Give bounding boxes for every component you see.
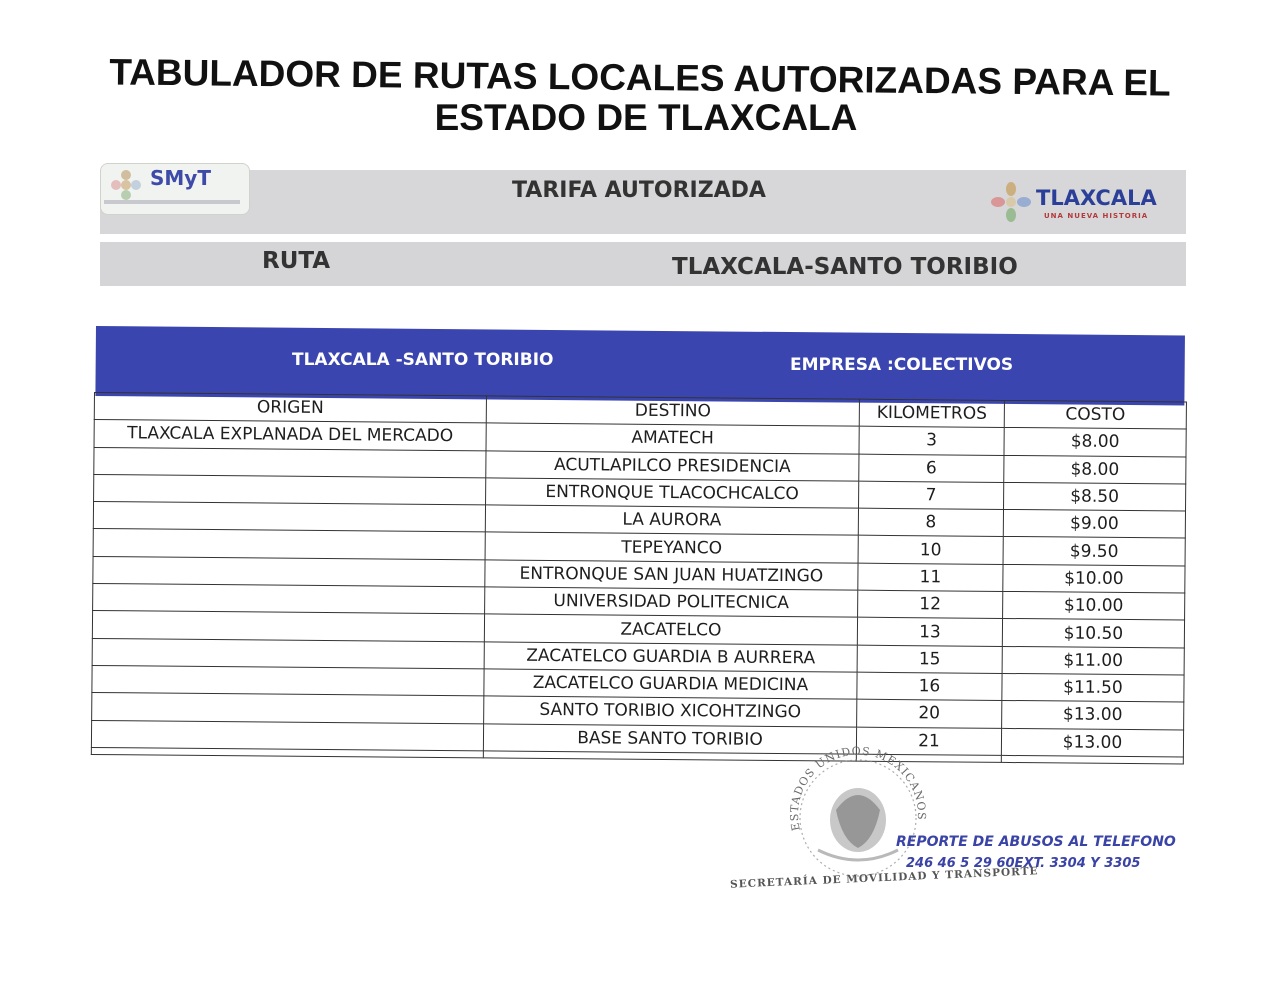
kilometers-cell: 12	[858, 590, 1003, 619]
document-title-line-2: ESTADO DE TLAXCALA	[434, 97, 858, 138]
origin-cell	[91, 720, 483, 751]
kilometers-cell: 21	[856, 727, 1001, 756]
cost-cell: $10.00	[1003, 592, 1185, 621]
cost-cell: $11.00	[1002, 646, 1184, 675]
destination-cell: UNIVERSIDAD POLITECNICA	[485, 587, 858, 618]
origin-cell: TLAXCALA EXPLANADA DEL MERCADO	[94, 420, 486, 451]
cost-cell: $8.00	[1004, 455, 1186, 484]
smyt-logo-text: SMyT	[150, 166, 211, 190]
tarifa-label: TARIFA AUTORIZADA	[512, 178, 766, 203]
destination-cell: ENTRONQUE TLACOCHCALCO	[486, 478, 859, 509]
origin-cell	[94, 474, 486, 505]
report-line-2: 246 46 5 29 60EXT. 3304 Y 3305	[906, 856, 1141, 871]
kilometers-cell: 7	[859, 481, 1004, 510]
secretaria-stamp-text: SECRETARÍA DE MOVILIDAD Y TRANSPORTE	[729, 865, 1039, 891]
destination-cell: ZACATELCO	[484, 614, 857, 645]
cost-cell: $13.00	[1001, 728, 1183, 757]
origin-cell	[92, 693, 484, 724]
origin-cell	[92, 638, 484, 669]
cost-cell: $9.50	[1003, 537, 1185, 566]
document-title-line-1: TABULADOR DE RUTAS LOCALES AUTORIZADAS PARA EL	[109, 51, 1171, 104]
destination-cell: LA AURORA	[485, 505, 858, 536]
tlaxcala-logo-text: TLAXCALA	[1036, 186, 1157, 210]
table-header-company: EMPRESA :COLECTIVOS	[790, 355, 1014, 375]
column-header-kilometros: KILOMETROS	[859, 399, 1004, 428]
destination-cell: SANTO TORIBIO XICOHTZINGO	[484, 696, 857, 727]
ruta-value: TLAXCALA-SANTO TORIBIO	[672, 254, 1018, 280]
origin-cell	[92, 665, 484, 696]
kilometers-cell: 6	[859, 454, 1004, 483]
kilometers-cell: 8	[858, 508, 1003, 537]
kilometers-cell: 11	[858, 563, 1003, 592]
origin-cell	[94, 447, 486, 478]
cost-cell: $10.00	[1003, 564, 1185, 593]
column-header-origen: ORIGEN	[94, 393, 486, 424]
seal-text: ESTADOS UNIDOS MEXICANOS	[787, 744, 929, 832]
tlaxcala-logo-subtitle: UNA NUEVA HISTORIA	[1044, 212, 1149, 220]
kilometers-cell: 20	[857, 699, 1002, 728]
cost-cell: $10.50	[1002, 619, 1184, 648]
destination-cell: ZACATELCO GUARDIA MEDICINA	[484, 669, 857, 700]
kilometers-cell: 10	[858, 536, 1003, 565]
tlaxcala-flower-icon	[990, 180, 1032, 224]
destination-cell: BASE SANTO TORIBIO	[483, 723, 856, 754]
cost-cell: $9.00	[1003, 510, 1185, 539]
kilometers-cell: 15	[857, 645, 1002, 674]
origin-cell	[93, 502, 485, 533]
kilometers-cell: 3	[859, 426, 1004, 455]
smyt-flower-icon	[108, 168, 144, 202]
origin-cell	[93, 556, 485, 587]
origin-cell	[93, 529, 485, 560]
report-line-1: REPORTE DE ABUSOS AL TELEFONO	[896, 834, 1176, 850]
cost-cell: $13.00	[1002, 701, 1184, 730]
ruta-label: RUTA	[262, 248, 331, 274]
column-header-costo: COSTO	[1004, 400, 1186, 429]
destination-cell: TEPEYANCO	[485, 532, 858, 563]
destination-cell: ACUTLAPILCO PRESIDENCIA	[486, 451, 859, 482]
origin-cell	[92, 611, 484, 642]
destination-cell: ENTRONQUE SAN JUAN HUATZINGO	[485, 560, 858, 591]
cost-cell: $8.00	[1004, 428, 1186, 457]
cost-cell: $11.50	[1002, 673, 1184, 702]
fare-table	[91, 392, 1186, 774]
destination-cell: ZACATELCO GUARDIA B AURRERA	[484, 642, 857, 673]
smyt-logo-underline	[104, 200, 240, 204]
cost-cell: $8.50	[1004, 482, 1186, 511]
kilometers-cell: 13	[857, 618, 1002, 647]
column-header-destino: DESTINO	[486, 396, 859, 427]
destination-cell: AMATECH	[486, 423, 859, 454]
kilometers-cell: 16	[857, 672, 1002, 701]
table-header-route: TLAXCALA -SANTO TORIBIO	[292, 350, 554, 370]
origin-cell	[93, 584, 485, 615]
empty-cell	[1001, 755, 1183, 764]
